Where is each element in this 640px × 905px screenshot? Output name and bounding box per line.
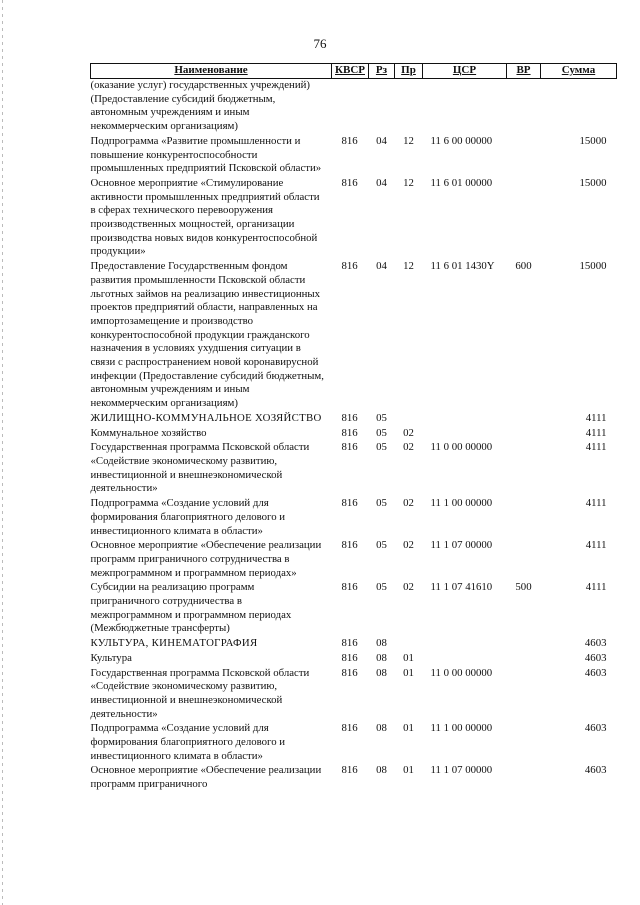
header-vr: ВР xyxy=(507,64,541,79)
row-sum: 4603 xyxy=(584,651,607,664)
row-sum: 15000 xyxy=(579,260,607,273)
row-kvsr: 816 xyxy=(341,539,358,552)
row-name: Подпрограмма «Создание условий для формирования благоприятного делового и инвестиционного климата в области» xyxy=(90,722,286,762)
table-row xyxy=(91,497,617,539)
row-sum: 4111 xyxy=(585,426,607,439)
row-vr: 500 xyxy=(515,581,532,594)
table-row xyxy=(91,135,617,177)
row-kvsr: 816 xyxy=(341,176,358,189)
row-kvsr: 816 xyxy=(341,411,358,424)
table-row xyxy=(91,260,617,412)
page-number: 76 xyxy=(313,36,327,51)
row-csr xyxy=(423,427,507,442)
row-kvsr: 816 xyxy=(341,260,358,273)
row-name: (оказание услуг) государственных учреждений) (Предоставление субсидий бюджетным, автономным учреждениям и иным некоммерческим организациям) xyxy=(90,79,310,133)
row-kvsr: 816 xyxy=(341,637,358,650)
row-vr xyxy=(507,652,541,667)
header-kvsr: КВСР xyxy=(332,64,369,79)
row-pr: 02 xyxy=(403,539,414,552)
row-kvsr: 816 xyxy=(341,441,358,454)
row-sum: 4603 xyxy=(584,666,607,679)
row-csr: 11 1 00 00000 xyxy=(430,497,493,510)
row-rz: 04 xyxy=(376,134,387,147)
row-kvsr: 816 xyxy=(341,581,358,594)
row-sum: 4111 xyxy=(585,539,607,552)
row-kvsr: 816 xyxy=(341,497,358,510)
row-name: Основное мероприятие «Стимулирование активности промышленных предприятий области в сферах технического перевооружения производственных мощностей, организации производства новых видов конкурентоспособной продукции» xyxy=(90,176,320,258)
row-name: Культура xyxy=(90,651,132,664)
row-pr xyxy=(395,79,423,135)
table-row xyxy=(91,581,617,637)
budget-table xyxy=(90,63,617,793)
row-pr: 01 xyxy=(403,651,414,664)
row-kvsr: 816 xyxy=(341,764,358,777)
row-rz: 08 xyxy=(376,666,387,679)
row-rz: 05 xyxy=(376,441,387,454)
row-pr: 12 xyxy=(403,134,414,147)
row-vr xyxy=(507,667,541,723)
table-row xyxy=(91,667,617,723)
row-rz: 05 xyxy=(376,497,387,510)
row-pr xyxy=(395,412,423,427)
row-sum: 4603 xyxy=(584,764,607,777)
row-name: Предоставление Государственным фондом развития промышленности Псковской области льготных займов на реализацию инвестиционных проектов предприятий области, направленных на импортозамещение и производство конкурентоспособной продукции гражданского назначения в условиях ухудшения ситуации в связи с распространением новой коронавирусной инфекции (Предоставление субсидий бюджетным, автономным учреждениям и иным некоммерческим организациям) xyxy=(90,260,324,410)
table-row xyxy=(91,427,617,442)
row-name: ЖИЛИЩНО-КОММУНАЛЬНОЕ ХОЗЯЙСТВО xyxy=(90,411,322,424)
row-pr: 02 xyxy=(403,441,414,454)
row-pr: 01 xyxy=(403,666,414,679)
row-rz: 05 xyxy=(376,539,387,552)
table-body xyxy=(91,79,617,793)
row-vr xyxy=(507,764,541,792)
row-vr xyxy=(507,135,541,177)
header-sum: Сумма xyxy=(541,64,617,79)
row-csr: 11 6 01 00000 xyxy=(430,176,493,189)
row-pr: 12 xyxy=(403,260,414,273)
row-pr: 01 xyxy=(403,722,414,735)
row-rz: 08 xyxy=(376,637,387,650)
row-pr xyxy=(395,637,423,652)
table-row xyxy=(91,441,617,497)
row-vr xyxy=(507,412,541,427)
row-rz: 04 xyxy=(376,260,387,273)
row-vr xyxy=(507,177,541,260)
row-name: Подпрограмма «Развитие промышленности и повышение конкурентоспособности промышленных предприятий Псковской области» xyxy=(90,134,322,175)
table-row xyxy=(91,412,617,427)
row-kvsr: 816 xyxy=(341,722,358,735)
row-rz: 04 xyxy=(376,176,387,189)
row-sum: 4603 xyxy=(584,637,607,650)
row-csr: 11 0 00 00000 xyxy=(430,441,493,454)
row-csr xyxy=(423,79,507,135)
row-vr xyxy=(507,441,541,497)
table-header-row xyxy=(91,64,617,79)
row-rz: 05 xyxy=(376,411,387,424)
row-csr: 11 1 07 41610 xyxy=(430,581,493,594)
row-name: Основное мероприятие «Обеспечение реализации программ приграничного xyxy=(90,764,322,791)
header-rz: Рз xyxy=(369,64,395,79)
row-sum: 15000 xyxy=(579,176,607,189)
row-name: Государственная программа Псковской области «Содействие экономическому развитию, инвестиционной и внешнеэкономической деятельности» xyxy=(90,441,310,495)
row-kvsr: 816 xyxy=(341,134,358,147)
table-row xyxy=(91,637,617,652)
row-csr: 11 1 00 00000 xyxy=(430,722,493,735)
row-vr xyxy=(507,427,541,442)
row-pr: 02 xyxy=(403,426,414,439)
row-rz: 08 xyxy=(376,722,387,735)
header-pr: Пр xyxy=(395,64,423,79)
table-row xyxy=(91,177,617,260)
row-sum: 4111 xyxy=(585,581,607,594)
row-sum xyxy=(541,79,617,135)
row-csr: 11 0 00 00000 xyxy=(430,666,493,679)
row-name: Подпрограмма «Создание условий для формирования благоприятного делового и инвестиционного климата в области» xyxy=(90,497,286,537)
header-name: Наименование xyxy=(91,64,332,79)
row-rz: 05 xyxy=(376,426,387,439)
row-sum: 4111 xyxy=(585,441,607,454)
row-rz: 08 xyxy=(376,764,387,777)
row-vr xyxy=(507,637,541,652)
table-row xyxy=(91,539,617,581)
row-sum: 15000 xyxy=(579,134,607,147)
row-vr: 600 xyxy=(515,260,532,273)
table-row xyxy=(91,79,617,135)
row-sum: 4603 xyxy=(584,722,607,735)
row-csr xyxy=(423,637,507,652)
row-csr: 11 1 07 00000 xyxy=(430,539,493,552)
row-name: Субсидии на реализацию программ приграничного сотрудничества в межпрограммном и программном периодах (Межбюджетные трансферты) xyxy=(90,581,292,635)
row-vr xyxy=(507,79,541,135)
table-row xyxy=(91,722,617,764)
row-kvsr: 816 xyxy=(341,426,358,439)
row-vr xyxy=(507,722,541,764)
row-kvsr: 816 xyxy=(341,666,358,679)
header-csr: ЦСР xyxy=(423,64,507,79)
row-name: Основное мероприятие «Обеспечение реализации программ приграничного сотрудничества в межпрограммном и программном периодах» xyxy=(90,539,322,579)
row-sum: 4111 xyxy=(585,497,607,510)
row-name: Коммунальное хозяйство xyxy=(90,426,207,439)
row-name: КУЛЬТУРА, КИНЕМАТОГРАФИЯ xyxy=(90,637,258,650)
row-csr: 11 6 00 00000 xyxy=(430,134,493,147)
row-pr: 12 xyxy=(403,176,414,189)
row-csr xyxy=(423,412,507,427)
table-row xyxy=(91,652,617,667)
row-rz: 08 xyxy=(376,651,387,664)
row-pr: 02 xyxy=(403,497,414,510)
row-csr: 11 1 07 00000 xyxy=(430,764,493,777)
row-sum: 4111 xyxy=(585,411,607,424)
row-pr: 02 xyxy=(403,581,414,594)
row-csr: 11 6 01 1430Y xyxy=(430,260,495,273)
row-rz xyxy=(369,79,395,135)
row-kvsr xyxy=(332,79,369,135)
row-pr: 01 xyxy=(403,764,414,777)
scan-edge xyxy=(2,0,3,905)
row-vr xyxy=(507,539,541,581)
row-rz: 05 xyxy=(376,581,387,594)
table-row xyxy=(91,764,617,792)
row-kvsr: 816 xyxy=(341,651,358,664)
row-name: Государственная программа Псковской области «Содействие экономическому развитию, инвестиционной и внешнеэкономической деятельности» xyxy=(90,666,310,720)
row-csr xyxy=(423,652,507,667)
row-vr xyxy=(507,497,541,539)
